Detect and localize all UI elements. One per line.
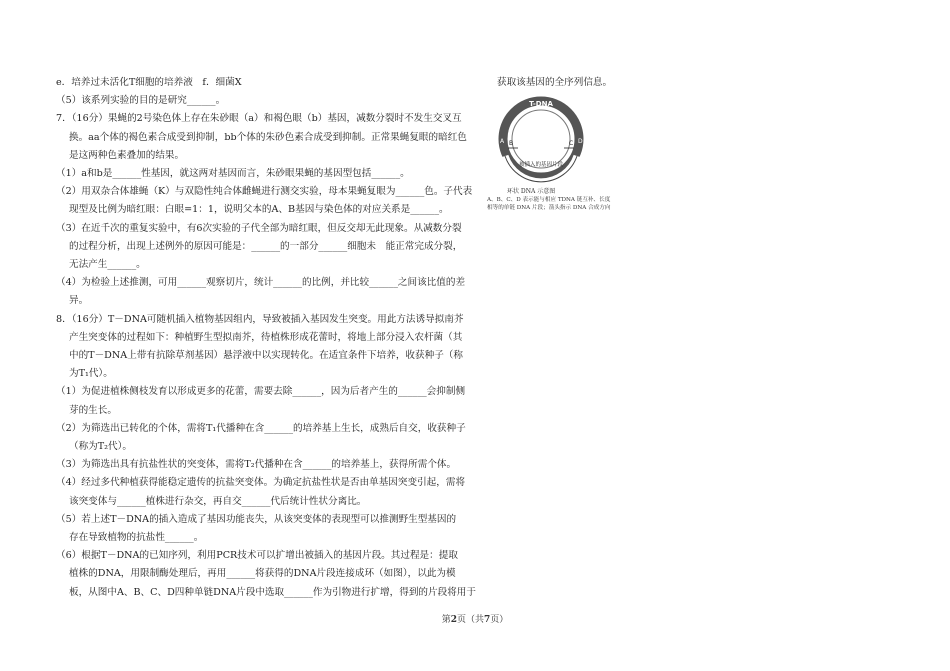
- page-footer: [0, 612, 950, 625]
- text-line: （1）a和b是______性基因，就这两对基因而言，朱砂眼果蝇的基因型包括______。: [56, 168, 410, 180]
- text-line: 7．（16分）果蝇的2号染色体上存在朱砂眼（a）和褐色眼（b）基因，减数分裂时不发生交叉互: [56, 113, 462, 125]
- text-line: 的过程分析，出现上述例外的原因可能是：______的一部分______细胞未 能正常完成分裂，: [69, 240, 463, 252]
- text-line: 植株的DNA，用限制酶处理后，再用______将获得的DNA片段连接成环（如图），以此为模: [69, 568, 456, 580]
- figure-caption-text: A、B、C、D 表示能与相应 TDNA 链互补、长度相等的单链 DNA 片段；箭头指示 DNA 合成方向: [487, 197, 611, 212]
- text-line: 产生突变体的过程如下：种植野生型拟南芥，待植株形成花蕾时，将地上部分浸入农杆菌（其: [69, 331, 463, 343]
- text-line: 芽的生长。: [69, 404, 117, 416]
- text-line: （4）经过多代种植获得能稳定遗传的抗盐突变体。为确定抗盐性状是否由单基因突变引起，需将: [56, 477, 466, 489]
- text-line: 存在导致植物的抗盐性______。: [69, 532, 204, 544]
- footer-suffix: 页）: [490, 615, 509, 625]
- figure-caption-title: 环状 DNA 示意图: [507, 188, 556, 195]
- text-line: （2）用双杂合体雄蝇（K）与双隐性纯合体雌蝇进行测交实验，母本果蝇复眼为______色。子代表: [56, 186, 473, 198]
- text-line: （称为T₂代）。: [69, 441, 133, 453]
- circular-dna-diagram: [480, 96, 610, 186]
- text-line: （6）根据T－DNA的已知序列，利用PCR技术可以扩增出被插入的基因片段。其过程是：提取: [56, 550, 458, 562]
- tdna-label: T-DNA: [529, 100, 553, 108]
- continued-text: 获取该基因的全序列信息。: [497, 77, 613, 88]
- footer-prefix: 第: [441, 615, 451, 625]
- text-line: 异。: [69, 295, 89, 307]
- text-line: （5）若上述T－DNA的插入造成了基因功能丧失，从该突变体的表现型可以推测野生型基因的: [56, 513, 457, 525]
- text-line: （3）在近千次的重复实验中，有6次实验的子代全部为暗红眼，但反交却无此现象。从减数分裂: [56, 222, 462, 234]
- text-line: 是这两种色素叠加的结果。: [69, 149, 185, 161]
- marker-b: B: [509, 140, 514, 147]
- text-line: e．培养过未活化T细胞的培养液 f．细菌X: [56, 77, 242, 88]
- text-line: （1）为促进植株侧枝发育以形成更多的花蕾，需要去除______，因为后者产生的______会抑制侧: [56, 386, 466, 398]
- footer-mid: 页（共: [456, 615, 484, 625]
- footer-total-pages: 7: [484, 615, 491, 625]
- footer-page-number: 2: [450, 615, 457, 625]
- text-line: 为T₁代）。: [69, 368, 113, 380]
- inner-ring: [512, 110, 570, 168]
- marker-c: C: [569, 140, 574, 147]
- text-line: 该突变体与______植株进行杂交，再自交______代后统计性状分离比。: [69, 495, 367, 507]
- marker-d: D: [578, 138, 583, 145]
- marker-a: A: [500, 138, 505, 145]
- text-line: （3）为筛选出具有抗盐性状的突变体，需将T₂代播种在含______的培养基上，获得所需个体。: [56, 459, 457, 471]
- text-line: （4）为检验上述推测，可用______观察切片，统计______的比例，并比较______之间该比值的差: [56, 277, 466, 289]
- text-line: （5）该系列实验的目的是研究______。: [56, 95, 226, 107]
- dna-ring-svg: [480, 96, 610, 186]
- text-line: 现型及比例为暗红眼：白眼=1：1，说明父本的A、B基因与染色体的对应关系是______。: [69, 204, 449, 216]
- text-line: 无法产生______。: [69, 259, 146, 271]
- inserted-gene-label: 被插入的基因片段: [518, 162, 564, 168]
- text-line: （2）为筛选出已转化的个体，需将T₁代播种在含______的培养基上生长，成熟后自交，收获种子: [56, 422, 466, 434]
- text-line: 换。aa个体的褐色素合成受到抑制，bb个体的朱砂色素合成受到抑制。正常果蝇复眼的暗红色: [69, 131, 467, 143]
- text-line: 中的T－DNA上带有抗除草剂基因）悬浮液中以实现转化。在适宜条件下培养，收获种子（称: [69, 350, 463, 362]
- text-line: 8．（16分）T－DNA可随机插入植物基因组内，导致被插入基因发生突变。用此方法诱导拟南芥: [56, 313, 464, 325]
- text-line: 板，从图中A、B、C、D四种单链DNA片段中选取______作为引物进行扩增，得到的片段将用于: [69, 586, 476, 598]
- question-text-column: [56, 74, 476, 602]
